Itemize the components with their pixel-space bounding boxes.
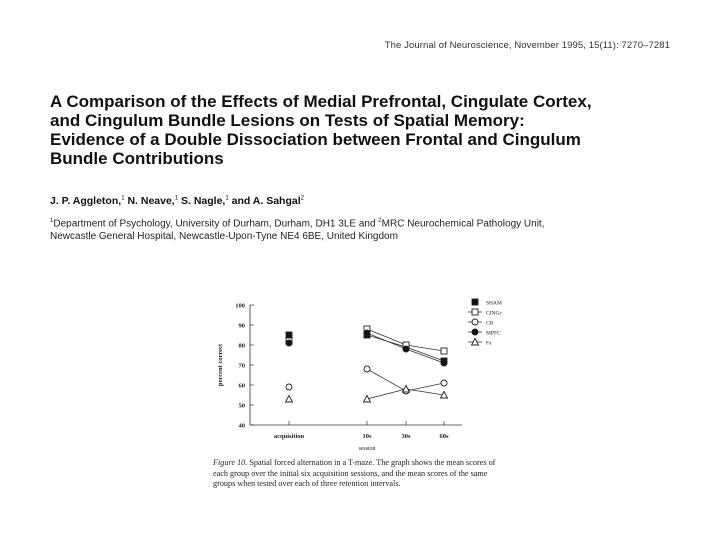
author-name: and A. Sahgal: [228, 195, 301, 207]
author-affiliation-mark: 1: [121, 195, 125, 202]
author-name: J. P. Aggleton,: [50, 195, 122, 207]
x-axis-label: session: [358, 446, 376, 452]
journal-citation: The Journal of Neuroscience, November 1995, 15(11): 7270–7281: [384, 40, 670, 51]
author-name: S. Nagle,: [178, 195, 226, 207]
data-point-mpfc: [403, 346, 409, 352]
data-point-cb: [286, 384, 292, 390]
legend-marker-mpfc: [472, 329, 478, 335]
affiliation-mark: 1: [50, 218, 54, 224]
data-point-mpfc: [441, 360, 447, 366]
x-tick-label: 60s: [439, 433, 449, 440]
data-point-sham: [286, 332, 292, 338]
data-point-fx: [286, 396, 293, 403]
data-point-cingc: [441, 348, 447, 354]
legend-label-cingc: CINGc: [486, 310, 502, 317]
title-line-3: Evidence of a Double Dissociation between Frontal and Cingulum: [50, 130, 581, 149]
author-affiliation-mark: 2: [300, 195, 304, 202]
x-tick-label: 10s: [362, 433, 372, 440]
y-tick-label: 40: [238, 422, 245, 430]
y-tick-label: 80: [238, 342, 245, 350]
affiliation-text: Department of Psychology, University of Durham, Durham, DH1 3LE and: [53, 218, 379, 230]
x-tick-label: 30s: [401, 433, 411, 440]
legend-label-cb: CB: [486, 320, 494, 327]
legend-label-sham: SHAM: [486, 300, 502, 307]
figure-caption-text: Spatial forced alternation in a T-maze. The graph shows the mean scores of each group over the initial six acquisition sessions, and the mean scores of the same groups when tested over each of three retention intervals.: [213, 458, 496, 488]
figure-caption: [213, 458, 498, 490]
legend-marker-cingc: [472, 309, 478, 315]
y-tick-label: 50: [238, 402, 245, 410]
y-tick-label: 90: [238, 322, 245, 330]
title-line-1: A Comparison of the Effects of Medial Prefrontal, Cingulate Cortex,: [50, 92, 592, 111]
affiliation-line-2: Newcastle General Hospital, Newcastle-Upon-Tyne NE4 6BE, United Kingdom: [50, 231, 398, 243]
y-axis-label: percent correct: [217, 343, 224, 387]
x-tick-label: acquisition: [273, 433, 305, 440]
legend-marker-sham: [472, 299, 478, 305]
legend-label-mpfc: MPFC: [486, 330, 501, 337]
affiliation-text: MRC Neurochemical Pathology Unit,: [381, 218, 545, 230]
legend-marker-cb: [472, 319, 478, 325]
data-point-cb: [364, 366, 370, 372]
legend-label-fx: Fx: [486, 340, 492, 347]
author-affiliation-mark: 1: [225, 195, 229, 202]
author-affiliation-mark: 1: [174, 195, 179, 202]
affiliation-mark: 2: [378, 218, 382, 224]
author-name: N. Neave,: [124, 195, 175, 207]
data-point-mpfc: [364, 330, 370, 336]
y-tick-label: 60: [238, 382, 245, 390]
y-tick-label: 100: [235, 302, 245, 310]
title-line-2: and Cingulum Bundle Lesions on Tests of Spatial Memory:: [50, 111, 525, 130]
figure-caption-label: Figure 10.: [213, 458, 248, 467]
title-line-4: Bundle Contributions: [50, 149, 224, 168]
y-tick-label: 70: [238, 362, 245, 370]
data-point-cb: [441, 380, 447, 386]
data-point-mpfc: [286, 340, 292, 346]
